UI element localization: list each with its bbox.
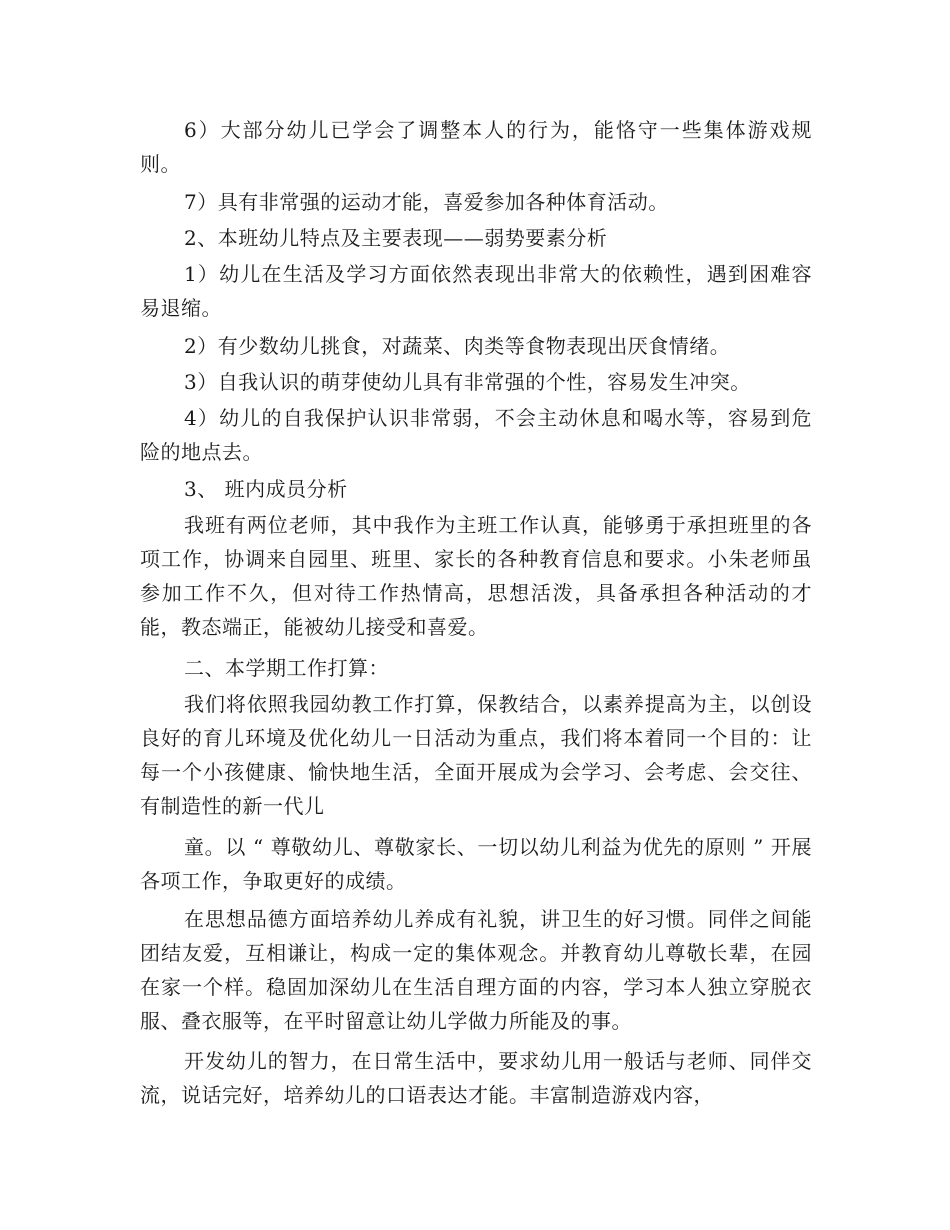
paragraph-weakness-4: 4）幼儿的自我保护认识非常弱，不会主动休息和喝水等，容易到危险的地点去。 <box>140 406 812 464</box>
paragraph-plan-goal: 我们将依照我园幼教工作打算，保教结合，以素养提高为主，以创设良好的育儿环境及优化幼儿一日活动为重点，我们将本着同一个目的：让每一个小孩健康、愉快地生活，全面开展成为会学习、会考虑、会交往、有制造性的新一代儿 <box>140 692 812 818</box>
paragraph-intelligence: 开发幼儿的智力，在日常生活中，要求幼儿用一般话与老师、同伴交流，说话完好，培养幼儿的口语表达才能。丰富制造游戏内容， <box>140 1049 812 1107</box>
paragraph-item-6: 6）大部分幼儿已学会了调整本人的行为，能恪守一些集体游戏规则。 <box>140 118 812 176</box>
paragraph-weakness-3: 3）自我认识的萌芽使幼儿具有非常强的个性，容易发生冲突。 <box>184 370 751 394</box>
paragraph-item-7: 7）具有非常强的运动才能，喜爱参加各种体育活动。 <box>184 190 669 214</box>
paragraph-weakness-2: 2）有少数幼儿挑食，对蔬菜、肉类等食物表现出厌食情绪。 <box>184 334 731 358</box>
paragraph-members: 我班有两位老师，其中我作为主班工作认真，能够勇于承担班里的各项工作，协调来自园里、班里、家长的各种教育信息和要求。小朱老师虽参加工作不久，但对待工作热情高，思想活泼，具备承担各种活动的才能，教态端正，能被幼儿接受和喜爱。 <box>140 513 812 639</box>
section-heading-members: 3、 班内成员分析 <box>184 477 348 501</box>
paragraph-plan-principle: 童。以 “ 尊敬幼儿、尊敬家长、一切以幼儿利益为优先的原则 ” 开展各项工作，争取更好的成绩。 <box>140 835 812 893</box>
paragraph-moral-education: 在思想品德方面培养幼儿养成有礼貌，讲卫生的好习惯。同伴之间能团结友爱，互相谦让，构成一定的集体观念。并教育幼儿尊敬长辈，在园在家一个样。稳固加深幼儿在生活自理方面的内容，学习本人独立穿脱衣服、叠衣服等，在平时留意让幼儿学做力所能及的事。 <box>140 907 812 1033</box>
section-heading-weaknesses: 2、本班幼儿特点及主要表现——弱势要素分析 <box>184 226 608 250</box>
paragraph-weakness-1: 1）幼儿在生活及学习方面依然表现出非常大的依赖性，遇到困难容易退缩。 <box>140 262 812 320</box>
section-heading-plan: 二、本学期工作打算： <box>184 656 389 680</box>
